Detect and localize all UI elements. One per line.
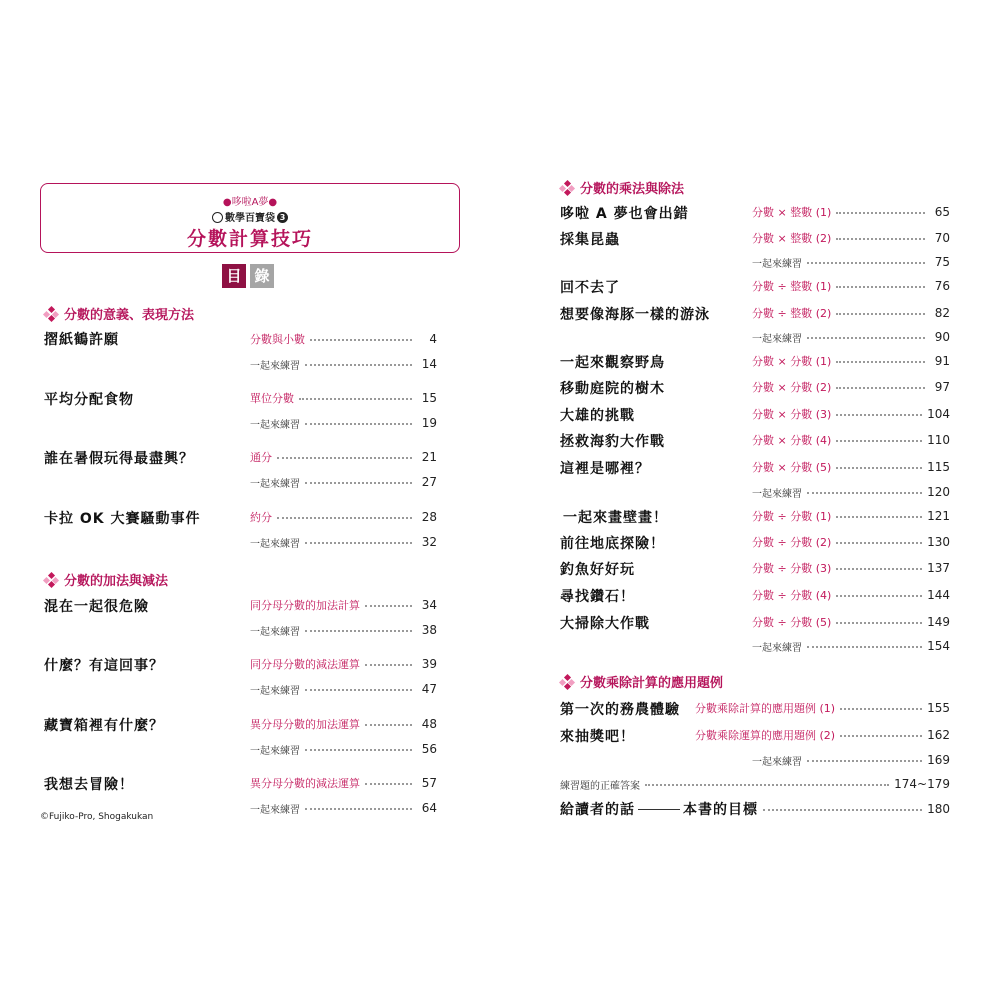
toc-entry[interactable]: 異分母分數的加法運算 48	[250, 717, 437, 731]
toc-entry[interactable]: 一起來練習 14	[250, 357, 437, 372]
section-heading: 分數乘除計算的應用題例	[560, 672, 723, 691]
toc-entry[interactable]: 一起來練習 19	[250, 416, 437, 431]
story-title: 第一次的務農體驗	[560, 702, 680, 718]
story-title: 拯救海豹大作戰	[560, 434, 665, 450]
toc-entry[interactable]: 分數 × 分數 (1) 91	[752, 354, 950, 368]
toc-entry[interactable]: 一起來練習 32	[250, 535, 437, 550]
toc-entry[interactable]: 分數 ÷ 整數 (1) 76	[752, 279, 950, 293]
story-title: 大雄的挑戰	[560, 408, 635, 424]
diamond-icon	[560, 181, 574, 195]
toc-entry[interactable]: 異分母分數的減法運算 57	[250, 776, 437, 790]
story-title: 誰在暑假玩得最盡興？	[44, 451, 194, 467]
diamond-icon	[560, 675, 574, 689]
story-title: 藏寶箱裡有什麼？	[44, 718, 164, 734]
story-title: 來抽獎吧！	[560, 729, 635, 745]
story-title: 前往地底探險！	[560, 536, 665, 552]
toc-entry[interactable]: 分數 ÷ 分數 (3) 137	[752, 561, 950, 575]
toc-entry[interactable]: 一起來練習 154	[752, 639, 950, 654]
toc-entry[interactable]: 一起來練習 75	[752, 255, 950, 270]
story-title: 採集昆蟲	[560, 232, 620, 248]
toc-entry[interactable]: 通分 21	[250, 450, 437, 464]
book-number: 3	[277, 212, 288, 223]
contents-char-1: 目	[222, 264, 246, 288]
doraemon-icon	[212, 212, 223, 223]
series-name: ●哆啦A夢●	[222, 197, 278, 208]
toc-entry[interactable]: 分數 × 整數 (1) 65	[752, 205, 950, 219]
toc-entry[interactable]: 分數 ÷ 分數 (4) 144	[752, 588, 950, 602]
toc-entry[interactable]: 一起來練習 90	[752, 330, 950, 345]
final-entry[interactable]: 給讀者的話 本書的目標 180	[560, 802, 950, 818]
book-title-box	[40, 183, 460, 253]
toc-entry[interactable]: 一起來練習 64	[250, 801, 437, 816]
book-series-line	[41, 209, 459, 224]
book-name: 數學百寶袋	[225, 213, 275, 224]
toc-entry[interactable]: 同分母分數的減法運算 39	[250, 657, 437, 671]
story-title: 這裡是哪裡？	[560, 461, 650, 477]
story-title: 回不去了	[560, 280, 620, 296]
toc-entry[interactable]: 一起來練習 169	[752, 753, 950, 768]
story-title: 混在一起很危險	[44, 599, 149, 615]
toc-entry[interactable]: 單位分數 15	[250, 391, 437, 405]
section-heading: 分數的乘法與除法	[560, 178, 684, 197]
contents-char-2: 錄	[250, 264, 274, 288]
toc-entry[interactable]: 分數 × 分數 (5) 115	[752, 460, 950, 474]
section-heading: 分數的意義、表現方法	[44, 304, 194, 323]
copyright-notice: ©Fujiko-Pro, Shogakukan	[40, 812, 154, 822]
story-title: 釣魚好好玩	[560, 562, 635, 578]
toc-entry[interactable]: 分數 × 分數 (2) 97	[752, 380, 950, 394]
toc-entry[interactable]: 分數乘除運算的應用題例 (2) 162	[695, 728, 950, 742]
contents-heading	[222, 264, 274, 288]
story-title: 想要像海豚一樣的游泳	[560, 307, 710, 323]
story-title: 什麼？有這回事？	[44, 658, 164, 674]
toc-entry[interactable]: 約分 28	[250, 510, 437, 524]
story-title: 我想去冒險！	[44, 777, 134, 793]
toc-entry[interactable]: 分數乘除計算的應用題例 (1) 155	[695, 701, 950, 715]
story-title: 卡拉 OK 大賽騷動事件	[44, 511, 201, 527]
story-title: 尋找鑽石！	[560, 589, 635, 605]
toc-entry[interactable]: 一起來練習 120	[752, 485, 950, 500]
toc-entry[interactable]: 同分母分數的加法計算 34	[250, 598, 437, 612]
story-title: 一起來畫壁畫！	[563, 510, 668, 526]
toc-entry[interactable]: 分數與小數 4	[250, 332, 437, 346]
em-dash-line	[638, 809, 680, 810]
diamond-icon	[44, 573, 58, 587]
diamond-icon	[44, 307, 58, 321]
toc-entry[interactable]: 分數 ÷ 分數 (5) 149	[752, 615, 950, 629]
story-title: 哆啦 A 夢也會出錯	[560, 206, 689, 222]
answers-entry[interactable]: 練習題的正確答案 174~179	[560, 777, 950, 792]
toc-entry[interactable]: 分數 ÷ 整數 (2) 82	[752, 306, 950, 320]
toc-entry[interactable]: 一起來練習 47	[250, 682, 437, 697]
story-title: 大掃除大作戰	[560, 616, 650, 632]
story-title: 平均分配食物	[44, 392, 134, 408]
story-title: 一起來觀察野鳥	[560, 355, 665, 371]
toc-entry[interactable]: 一起來練習 27	[250, 475, 437, 490]
story-title: 移動庭院的樹木	[560, 381, 665, 397]
toc-entry[interactable]: 分數 × 分數 (4) 110	[752, 433, 950, 447]
toc-entry[interactable]: 一起來練習 56	[250, 742, 437, 757]
toc-entry[interactable]: 分數 × 分數 (3) 104	[752, 407, 950, 421]
toc-entry[interactable]: 一起來練習 38	[250, 623, 437, 638]
toc-entry[interactable]: 分數 × 整數 (2) 70	[752, 231, 950, 245]
story-title: 摺紙鶴許願	[44, 332, 119, 348]
main-title: 分數計算技巧	[186, 228, 313, 250]
toc-entry[interactable]: 分數 ÷ 分數 (1) 121	[752, 509, 950, 523]
section-heading: 分數的加法與減法	[44, 570, 168, 589]
toc-entry[interactable]: 分數 ÷ 分數 (2) 130	[752, 535, 950, 549]
